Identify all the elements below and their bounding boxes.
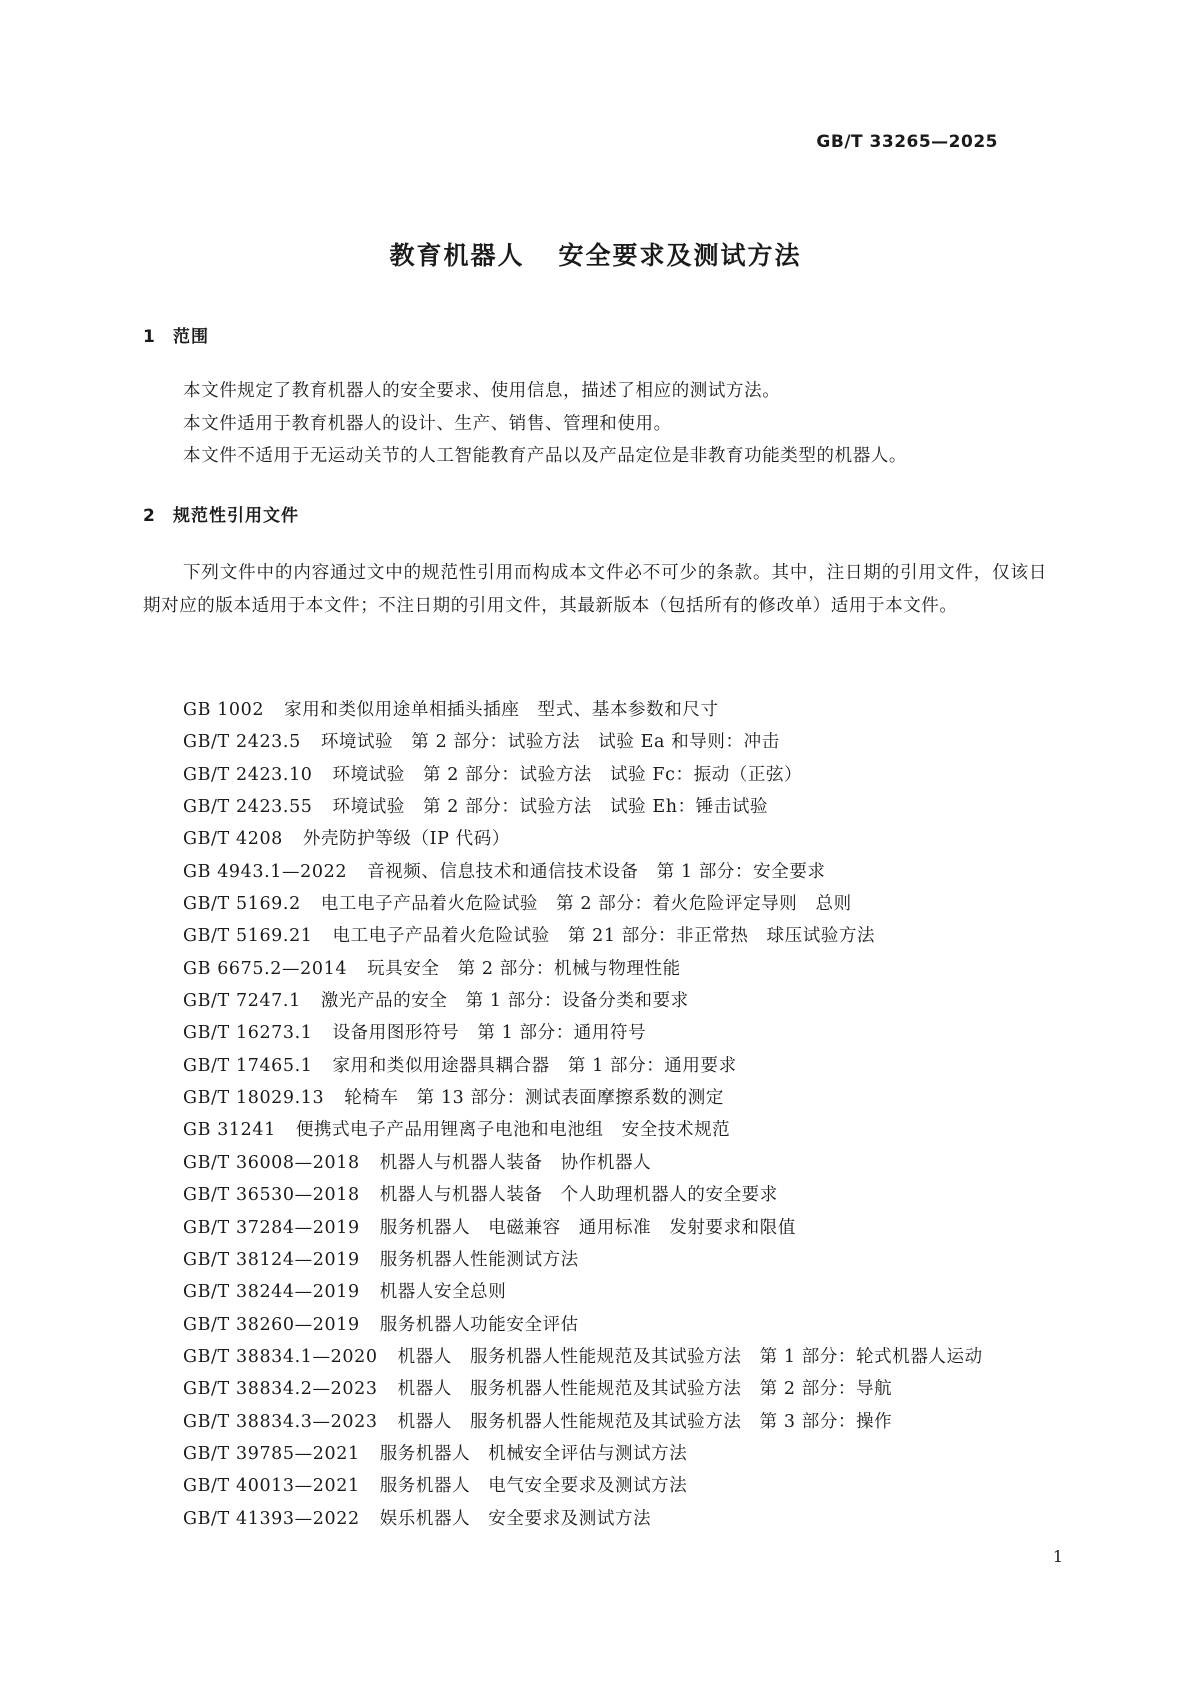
reference-title: 机器人 服务机器人性能规范及其试验方法 第 2 部分：导航 — [397, 1379, 893, 1400]
reference-item — [183, 1244, 983, 1276]
reference-item — [183, 1406, 983, 1438]
reference-title: 机器人与机器人装备 个人助理机器人的安全要求 — [379, 1185, 778, 1206]
section-number: 1 — [143, 327, 156, 347]
reference-code: GB/T 40013—2021 — [183, 1476, 360, 1497]
reference-title: 服务机器人 电气安全要求及测试方法 — [379, 1476, 688, 1497]
reference-code: GB/T 2423.55 — [183, 797, 313, 818]
reference-code: GB/T 38124—2019 — [183, 1249, 360, 1270]
reference-title: 机器人与机器人装备 协作机器人 — [379, 1152, 652, 1173]
reference-title: 机器人 服务机器人性能规范及其试验方法 第 1 部分：轮式机器人运动 — [397, 1346, 983, 1367]
page-number: 1 — [1052, 1547, 1063, 1566]
reference-item — [183, 1470, 983, 1502]
reference-code: GB/T 4208 — [183, 829, 283, 850]
reference-code: GB/T 38834.1—2020 — [183, 1346, 378, 1367]
reference-code: GB/T 2423.5 — [183, 732, 301, 753]
reference-title: 激光产品的安全 第 1 部分：设备分类和要求 — [320, 991, 689, 1012]
reference-code: GB/T 5169.21 — [183, 926, 313, 947]
reference-item — [183, 823, 983, 855]
reference-item — [183, 1341, 983, 1373]
reference-item — [183, 759, 983, 791]
reference-code: GB/T 41393—2022 — [183, 1508, 360, 1529]
reference-title: 音视频、信息技术和通信技术设备 第 1 部分：安全要求 — [367, 861, 826, 882]
reference-title: 外壳防护等级（IP 代码） — [302, 829, 510, 850]
reference-code: GB/T 5169.2 — [183, 894, 301, 915]
reference-title: 环境试验 第 2 部分：试验方法 试验 Ea 和导则：冲击 — [320, 732, 780, 753]
reference-item — [183, 856, 983, 888]
reference-item — [183, 1179, 983, 1211]
paragraph: 本文件适用于教育机器人的设计、生产、销售、管理和使用。 — [183, 413, 672, 434]
reference-code: GB/T 7247.1 — [183, 991, 301, 1012]
reference-item — [183, 1212, 983, 1244]
reference-title: 机器人安全总则 — [379, 1282, 507, 1303]
reference-title: 服务机器人 电磁兼容 通用标准 发射要求和限值 — [379, 1217, 796, 1238]
reference-title: 环境试验 第 2 部分：试验方法 试验 Fc：振动（正弦） — [332, 764, 803, 785]
reference-title: 环境试验 第 2 部分：试验方法 试验 Eh：锤击试验 — [332, 797, 769, 818]
reference-code: GB/T 38244—2019 — [183, 1282, 360, 1303]
reference-title: 服务机器人性能测试方法 — [379, 1249, 579, 1270]
reference-item — [183, 1276, 983, 1308]
title-sub: 安全要求及测试方法 — [558, 241, 802, 270]
reference-item — [183, 694, 983, 726]
reference-item — [183, 1017, 983, 1049]
section-2-intro — [143, 557, 1047, 622]
reference-code: GB 6675.2—2014 — [183, 958, 348, 979]
reference-item — [183, 953, 983, 985]
reference-item — [183, 985, 983, 1017]
reference-item — [183, 726, 983, 758]
reference-code: GB 4943.1—2022 — [183, 861, 348, 882]
reference-item — [183, 1503, 983, 1535]
reference-code: GB/T 38834.2—2023 — [183, 1379, 378, 1400]
section-2-heading — [143, 501, 299, 526]
reference-code: GB/T 39785—2021 — [183, 1443, 360, 1464]
section-1-body — [143, 375, 1047, 473]
reference-code: GB/T 18029.13 — [183, 1088, 325, 1109]
reference-item — [183, 1373, 983, 1405]
reference-title: 家用和类似用途单相插头插座 型式、基本参数和尺寸 — [284, 700, 719, 720]
reference-item — [183, 1114, 983, 1146]
paragraph: 本文件不适用于无运动关节的人工智能教育产品以及产品定位是非教育功能类型的机器人。 — [183, 446, 907, 466]
reference-title: 设备用图形符号 第 1 部分：通用符号 — [332, 1023, 647, 1044]
section-number: 2 — [143, 506, 156, 526]
reference-title: 服务机器人 机械安全评估与测试方法 — [379, 1443, 688, 1464]
reference-code: GB/T 2423.10 — [183, 764, 313, 785]
reference-item — [183, 1147, 983, 1179]
section-title: 范围 — [173, 327, 209, 347]
reference-code: GB/T 17465.1 — [183, 1055, 313, 1076]
document-title — [0, 236, 1191, 272]
standard-code: GB/T 33265—2025 — [816, 132, 998, 152]
reference-title: 家用和类似用途器具耦合器 第 1 部分：通用要求 — [332, 1055, 737, 1076]
reference-code: GB/T 38260—2019 — [183, 1314, 360, 1335]
reference-item — [183, 888, 983, 920]
reference-title: 便携式电子产品用锂离子电池和电池组 安全技术规范 — [295, 1120, 731, 1141]
paragraph: 本文件规定了教育机器人的安全要求、使用信息，描述了相应的测试方法。 — [183, 381, 781, 401]
reference-item — [183, 1082, 983, 1114]
section-1-heading — [143, 322, 209, 347]
reference-title: 电工电子产品着火危险试验 第 21 部分：非正常热 球压试验方法 — [332, 926, 876, 947]
reference-code: GB/T 16273.1 — [183, 1023, 313, 1044]
reference-item — [183, 1438, 983, 1470]
reference-title: 电工电子产品着火危险试验 第 2 部分：着火危险评定导则 总则 — [320, 894, 852, 915]
reference-title: 娱乐机器人 安全要求及测试方法 — [379, 1508, 652, 1529]
reference-title: 机器人 服务机器人性能规范及其试验方法 第 3 部分：操作 — [397, 1411, 893, 1432]
reference-title: 服务机器人功能安全评估 — [379, 1314, 579, 1335]
reference-code: GB/T 38834.3—2023 — [183, 1411, 378, 1432]
paragraph: 下列文件中的内容通过文中的规范性引用而构成本文件必不可少的条款。其中，注日期的引用文件，仅该日期对应的版本适用于本文件；不注日期的引用文件，其最新版本（包括所有的修改单）适用于本文件。 — [143, 563, 1047, 616]
reference-item — [183, 920, 983, 952]
reference-code: GB/T 36008—2018 — [183, 1152, 360, 1173]
section-title: 规范性引用文件 — [173, 506, 299, 526]
reference-code: GB 1002 — [183, 700, 265, 720]
reference-title: 玩具安全 第 2 部分：机械与物理性能 — [367, 958, 681, 979]
reference-list — [183, 694, 983, 1535]
reference-code: GB/T 37284—2019 — [183, 1217, 360, 1238]
reference-item — [183, 791, 983, 823]
title-main: 教育机器人 — [389, 241, 525, 270]
reference-code: GB 31241 — [183, 1120, 276, 1141]
reference-code: GB/T 36530—2018 — [183, 1185, 360, 1206]
reference-item — [183, 1050, 983, 1082]
reference-title: 轮椅车 第 13 部分：测试表面摩擦系数的测定 — [344, 1088, 724, 1109]
reference-item — [183, 1309, 983, 1341]
